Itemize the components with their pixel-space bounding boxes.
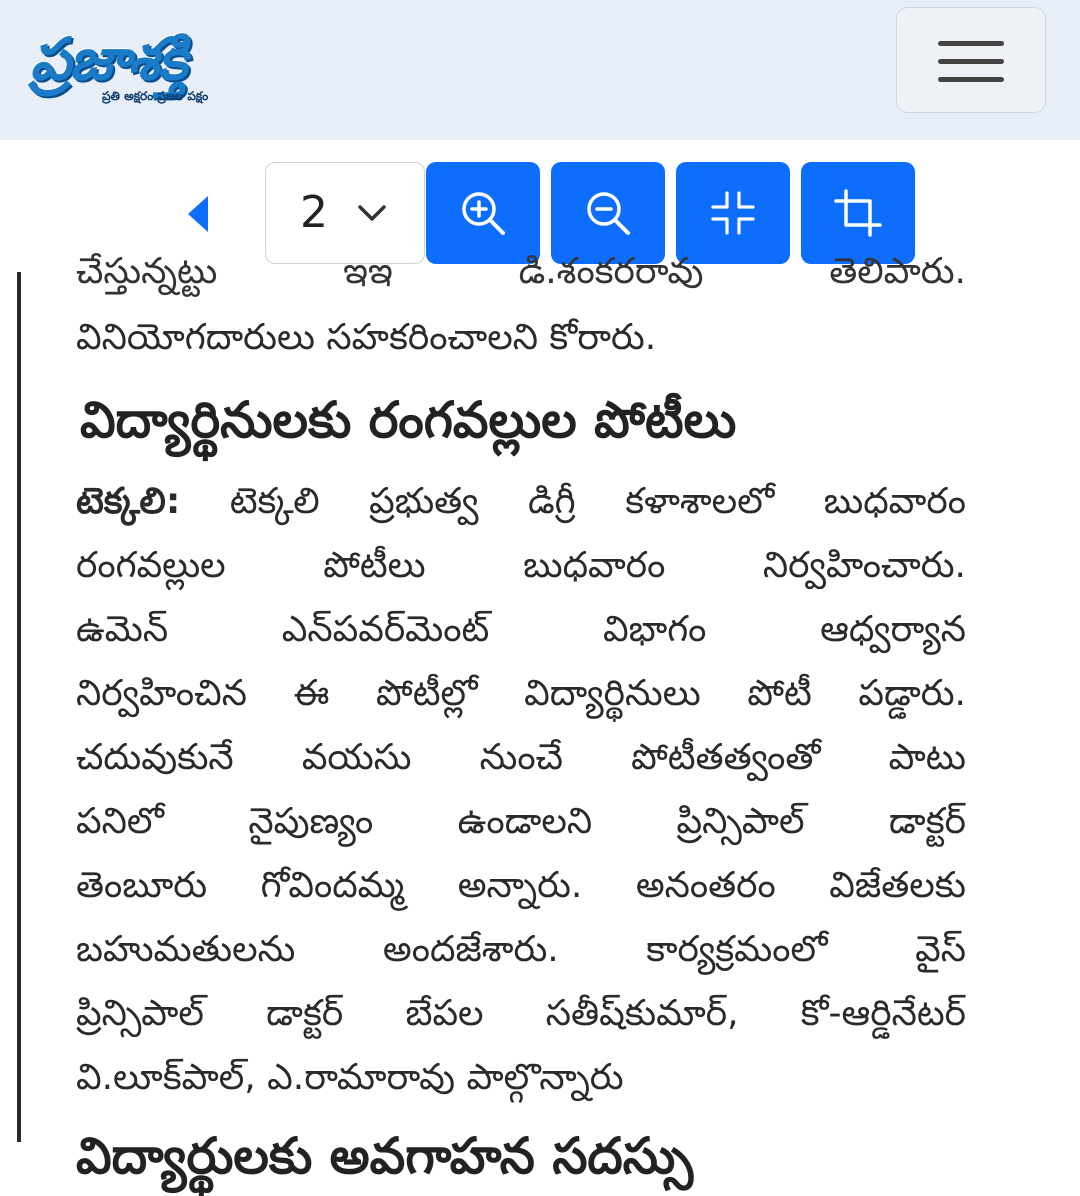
article-line: ఉమెన్ ఎన్‌పవర్‌మెంట్ విభాగం ఆధ్వర్యాన: [76, 609, 966, 650]
article-line: చదువుకునే వయసు నుంచే పోటీతత్వంతో పాటు: [76, 737, 966, 778]
chevron-down-icon: [356, 201, 388, 225]
article-line: పనిలో నైపుణ్యం ఉండాలని ప్రిన్సిపాల్ డాక్టర్: [76, 801, 966, 842]
zoom-out-icon: [584, 189, 632, 237]
caret-left-icon: [178, 190, 218, 238]
previous-article-last-line: వినియోగదారులు సహకరించాలని కోరారు.: [76, 317, 657, 358]
article-headline: విద్యార్థినులకు రంగవల్లుల పోటీలు: [80, 391, 737, 449]
menu-bar: [938, 59, 1004, 64]
article-line: టెక్కలి: టెక్కలి ప్రభుత్వ డిగ్రీ కళాశాలలో బుధవారం: [76, 481, 966, 522]
menu-bar: [938, 41, 1004, 46]
article-line: ప్రిన్సిపాల్ డాక్టర్ బేపల సతీష్‌కుమార్, కో-ఆర్డినేటర్: [76, 993, 966, 1034]
article-line: తెంబూరు గోవిందమ్మ అన్నారు. అనంతరం విజేతలకు: [76, 865, 966, 906]
next-article-headline-cut: విద్యార్థులకు అవగాహన సదస్సు: [76, 1127, 694, 1185]
previous-article-tail: చేస్తున్నట్టు ఇఇ డి.శంకరరావు తెలిపారు.: [76, 251, 966, 292]
article-line: నిర్వహించిన ఈ పోటీల్లో విద్యార్థినులు పోటీ పడ్డారు.: [76, 673, 966, 714]
article-line: రంగవల్లుల పోటీలు బుధవారం నిర్వహించారు.: [76, 545, 966, 586]
zoom-in-icon: [459, 189, 507, 237]
article-dateline: టెక్కలి:: [76, 481, 181, 522]
page-select-value: 2: [300, 187, 328, 238]
article-line: బహుమతులను అందజేశారు. కార్యక్రమంలో వైస్: [76, 929, 966, 970]
previous-page-button[interactable]: [178, 190, 218, 238]
crop-icon: [834, 189, 882, 237]
logo-wordmark: ప్రజాశక్తి: [30, 25, 186, 93]
site-logo[interactable]: [30, 22, 320, 114]
menu-button[interactable]: [896, 7, 1046, 113]
document-page-edge: [17, 272, 21, 1142]
menu-bar: [938, 77, 1004, 82]
site-header: [0, 0, 1080, 140]
logo-tagline: ప్రతి అక్షరం ప్రజల పక్షం: [102, 89, 209, 103]
article-line: వి.లూక్‌పాల్, ఎ.రామారావు పాల్గొన్నారు: [76, 1057, 624, 1098]
compress-icon: [709, 189, 757, 237]
